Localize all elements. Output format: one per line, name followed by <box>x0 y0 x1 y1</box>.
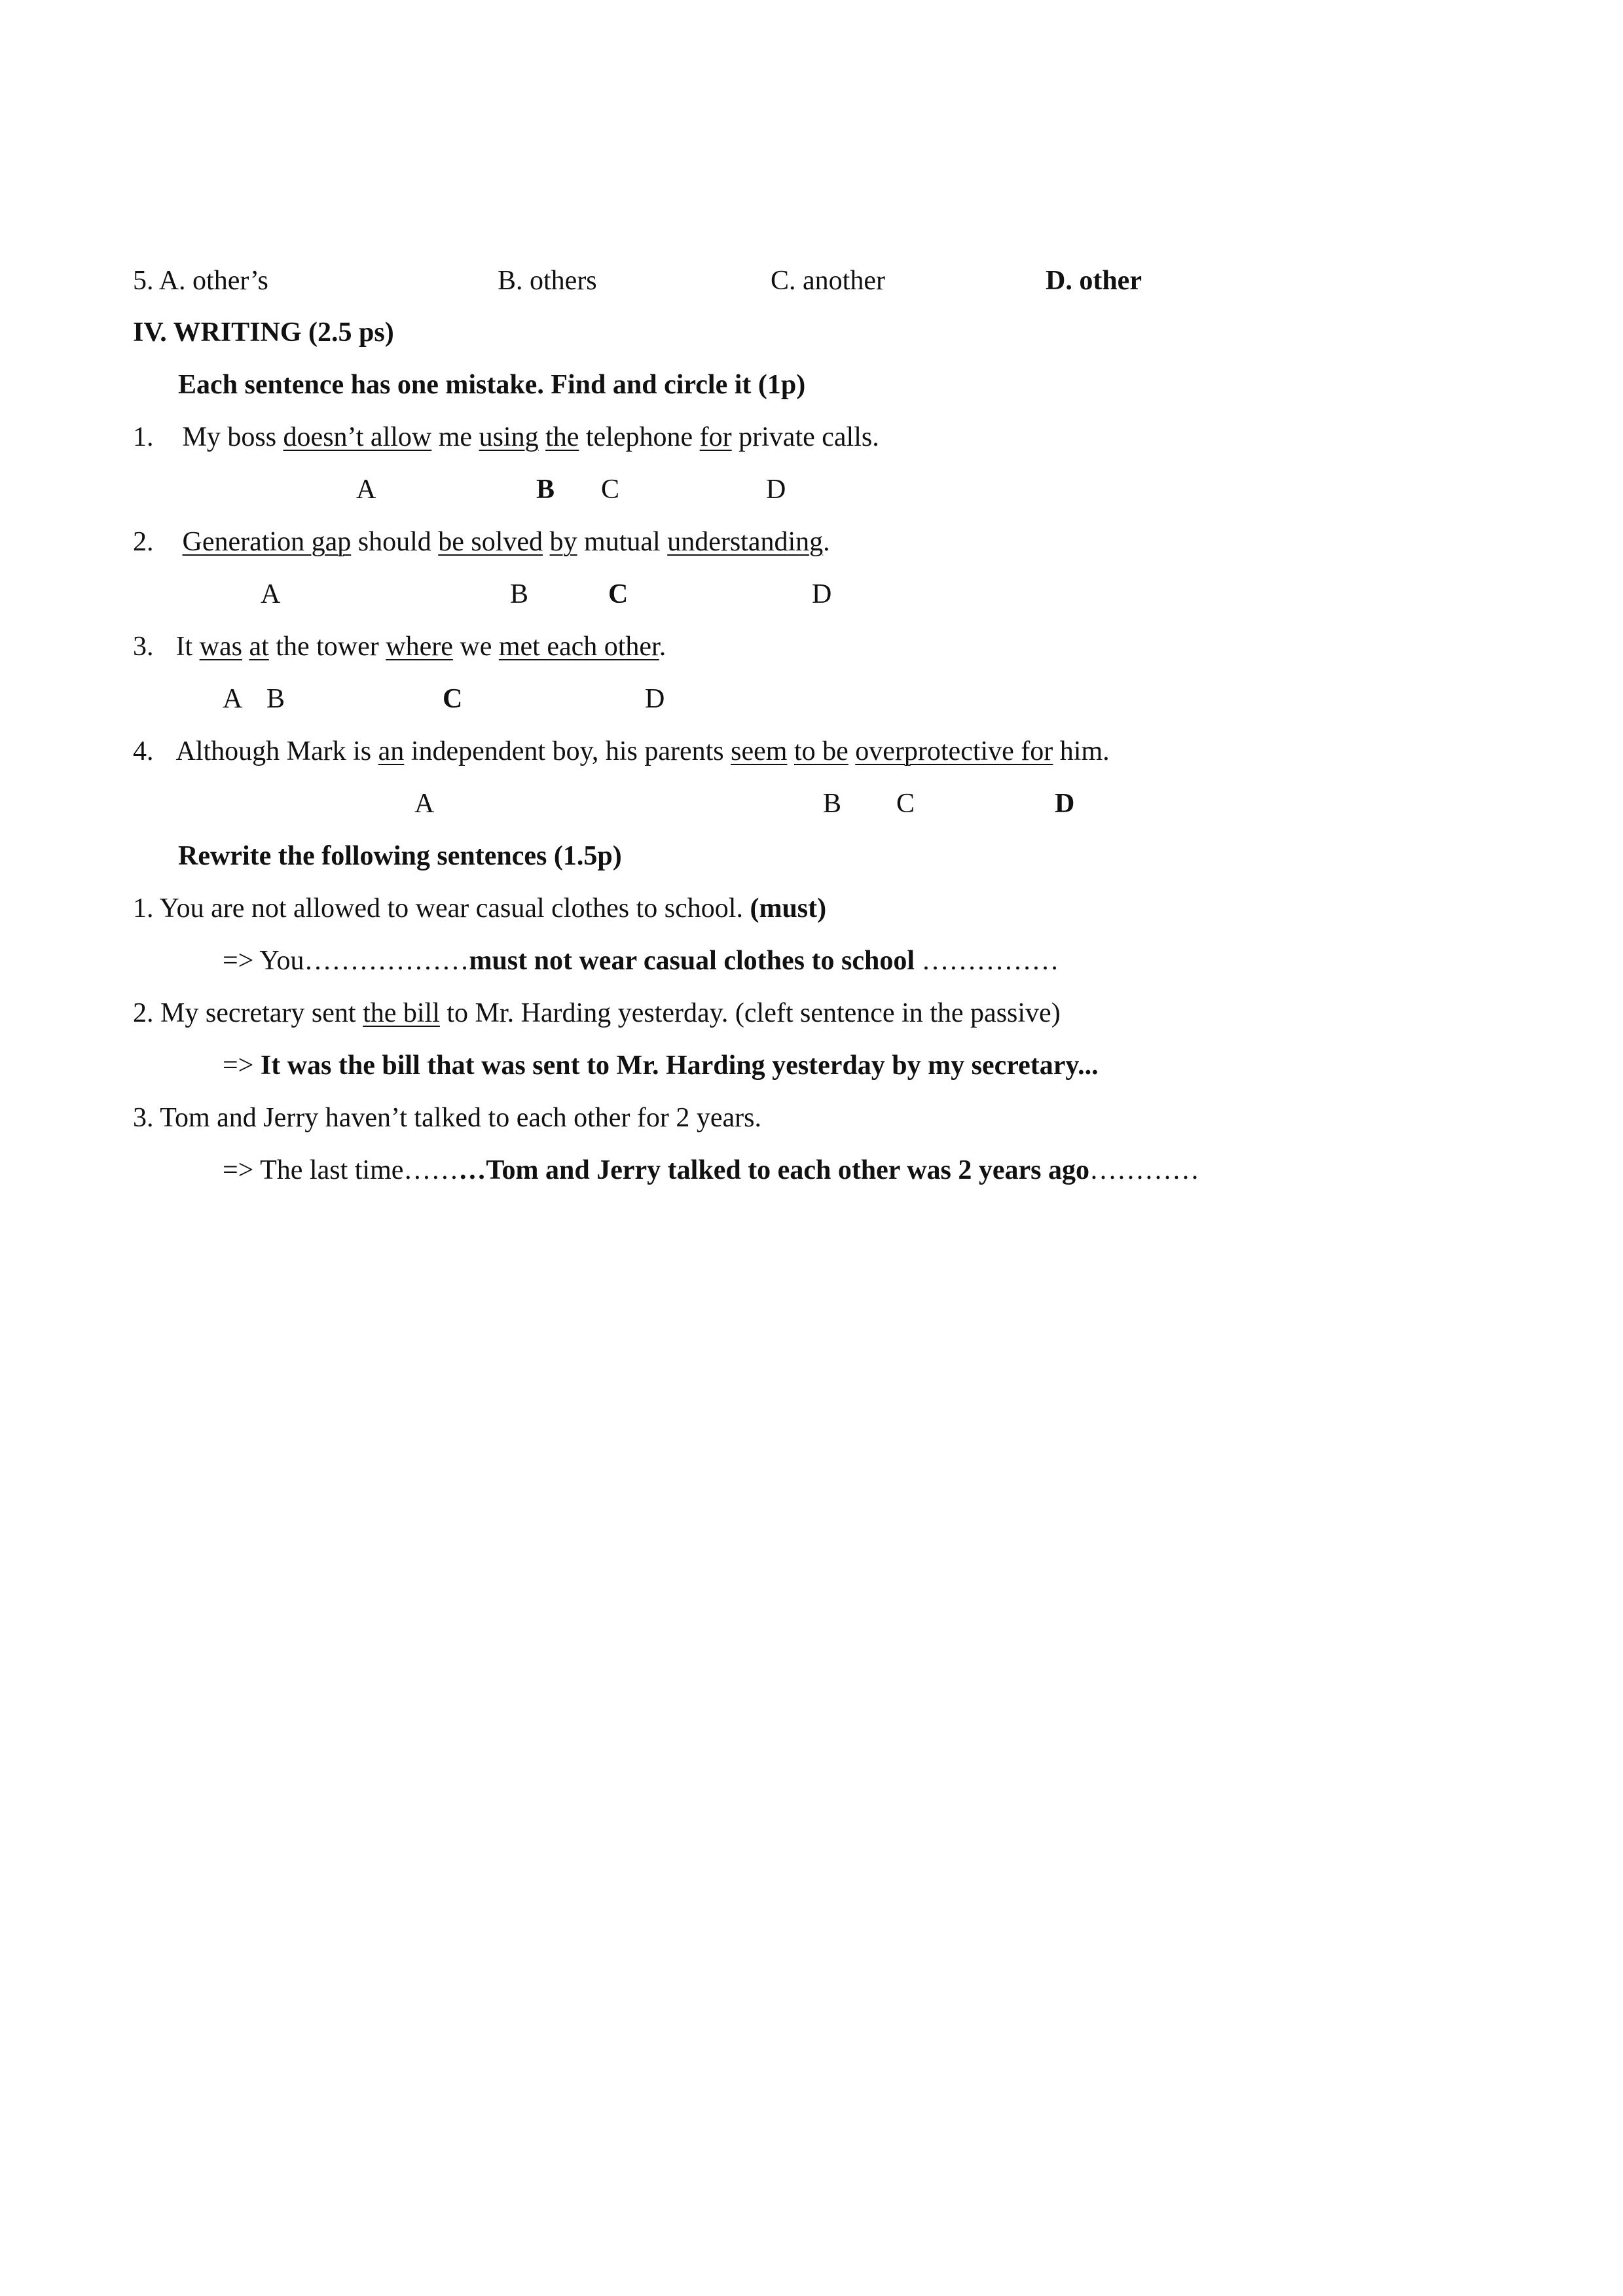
mcq5-option-d: D. other <box>1046 266 1142 296</box>
option-c: the <box>545 422 579 452</box>
section-heading: IV. WRITING (2.5 ps) <box>133 317 394 348</box>
rewrite-item-3-answer: => The last time………Tom and Jerry talked to each other was 2 years ago………… <box>223 1155 1199 1185</box>
option-a: an <box>378 736 405 766</box>
option-c: where <box>386 632 453 662</box>
rewrite-item-2-answer: => It was the bill that was sent to Mr. Harding yesterday by my secretary... <box>223 1050 1099 1081</box>
label-c: C <box>601 475 620 505</box>
rewrite-instruction: Rewrite the following sentences (1.5p) <box>178 841 622 871</box>
label-b: B <box>823 789 842 819</box>
item-number: 4. <box>133 736 154 766</box>
label-c: C <box>608 579 629 609</box>
mistakes-instruction: Each sentence has one mistake. Find and circle it (1p) <box>178 370 806 400</box>
option-a: doesn’t allow <box>283 422 432 452</box>
label-b: B <box>266 684 285 714</box>
mcq5-option-a: 5. A. other’s <box>133 266 268 296</box>
label-d: D <box>645 684 665 714</box>
mistake-item-1: 1. My boss doesn’t allow me using the telephone for private calls. <box>133 422 879 452</box>
mcq5-option-c: C. another <box>771 266 885 296</box>
mistake-item-4: 4. Although Mark is an independent boy, his parents seem to be overprotective for him. <box>133 736 1110 766</box>
hint: (must) <box>750 893 827 924</box>
item-number: 1. <box>133 422 154 452</box>
mistake-item-3: 3. It was at the tower where we met each other. <box>133 632 666 662</box>
option-a: Generation gap <box>182 527 352 557</box>
option-b: using <box>479 422 539 452</box>
label-b: B <box>536 475 555 505</box>
option-a: was <box>199 632 242 662</box>
item-number: 2. <box>133 527 154 557</box>
label-b: B <box>510 579 529 609</box>
option-c: to be <box>793 736 848 766</box>
label-a: A <box>223 684 243 714</box>
rewrite-item-1-answer: => You………………must not wear casual clothes to school …………… <box>223 946 1059 976</box>
rewrite-item-1-prompt: 1. You are not allowed to wear casual clothes to school. (must) <box>133 893 827 924</box>
option-c: by <box>549 527 577 557</box>
label-a: A <box>261 579 281 609</box>
option-d: understanding <box>667 527 824 557</box>
label-d: D <box>1055 789 1075 819</box>
label-c: C <box>896 789 915 819</box>
option-d: overprotective for <box>855 736 1053 766</box>
label-d: D <box>812 579 832 609</box>
option-b: seem <box>731 736 788 766</box>
option-b: be solved <box>438 527 543 557</box>
mistake-item-2: 2. Generation gap should be solved by mutual understanding. <box>133 527 830 557</box>
label-a: A <box>414 789 435 819</box>
mcq5-option-b: B. others <box>498 266 597 296</box>
rewrite-item-3-prompt: 3. Tom and Jerry haven’t talked to each other for 2 years. <box>133 1103 762 1133</box>
label-c: C <box>443 684 463 714</box>
rewrite-item-2-prompt: 2. My secretary sent the bill to Mr. Harding yesterday. (cleft sentence in the passive) <box>133 998 1061 1028</box>
option-d: for <box>699 422 732 452</box>
label-a: A <box>356 475 376 505</box>
option-b: at <box>249 632 269 662</box>
item-number: 3. <box>133 632 154 662</box>
option-d: met each other <box>498 632 659 662</box>
label-d: D <box>766 475 786 505</box>
